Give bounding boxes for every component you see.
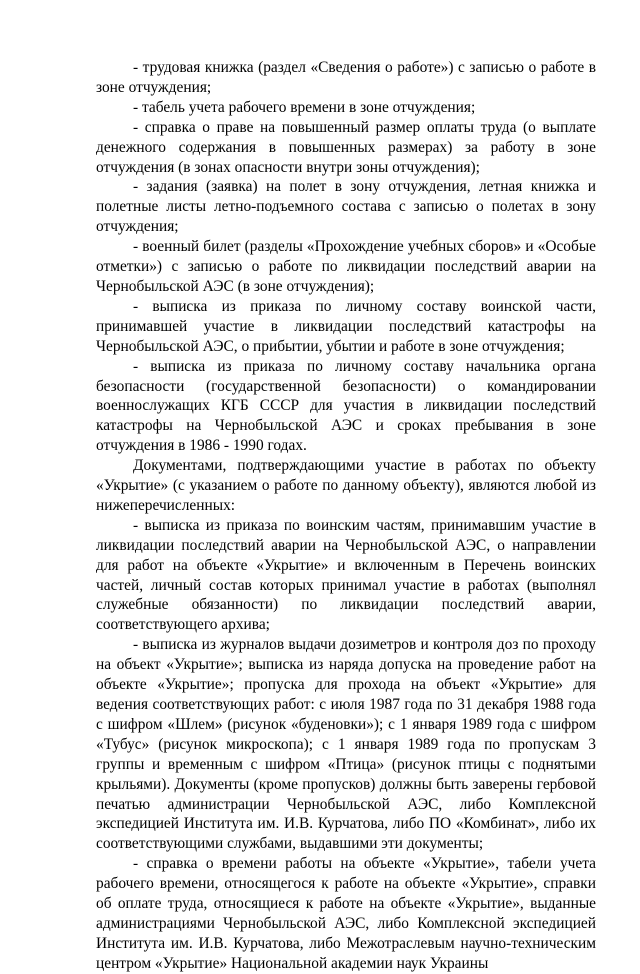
document-body	[96, 58, 596, 974]
paragraph-kgb-order: - выписка из приказа по личному составу начальника органа безопасности (государственной безопасности) о командировании военнослужащих КГБ СССР для участия в ликвидации последствий катастрофы на Чернобыльской АЭС и сроках пребывания в зоне отчуждения в 1986 - 1990 годах.	[96, 357, 596, 455]
paragraph-ukrytie-military-order: - выписка из приказа по воинским частям, принимавшим участие в ликвидации последствий аварии на Чернобыльской АЭС, о направлении для работ на объекте «Укрытие» и включенным в Перечень воинских частей, личный состав которых принимал участие в работах (выполнял служебные обязанности) по ликвидации последствий аварии, соответствующего архива;	[96, 516, 596, 634]
paragraph-employment-record: - трудовая книжка (раздел «Сведения о работе») с записью о работе в зоне отчуждения;	[96, 59, 596, 96]
paragraph-flight-tasks: - задания (заявка) на полет в зону отчуждения, летная книжка и полетные листы летно-подъемного состава с записью о полетах в зону отчуждения;	[96, 178, 596, 236]
paragraph-ukrytie-intro: Документами, подтверждающими участие в работах по объекту «Укрытие» (с указанием о работе по данному объекту), являются любой из нижеперечисленных:	[96, 457, 596, 514]
paragraph-military-id: - военный билет (разделы «Прохождение учебных сборов» и «Особые отметки») с записью о работе по ликвидации последствий аварии на Чернобыльской АЭС (в зоне отчуждения);	[96, 238, 596, 295]
paragraph-dosimeter-journals: - выписка из журналов выдачи дозиметров и контроля доз по проходу на объект «Укрытие»; выписка из наряда допуска на проведение работ на объекте «Укрытие»; пропуска для прохода на объект «Укрытие» для ведения соответствующих работ: с июля 1987 года по 31 декабря 1988 года с шифром «Шлем» (рисунок «буденовки»); с 1 января 1989 года с шифром «Тубус» (рисунок микроскопа); с 1 января 1989 года по пропускам 3 группы и временным с шифром «Птица» (рисунок птицы с поднятыми крыльями). Документы (кроме пропусков) должны быть заверены гербовой печатью администрации Чернобыльской АЭС, либо Комплексной экспедицией Института им. И.В. Курчатова, либо ПО «Комбинат», либо их соответствующими службами, выдавшими эти документы;	[96, 636, 596, 853]
paragraph-pay-certificate: - справка о праве на повышенный размер оплаты труда (о выплате денежного содержания в повышенных размерах) за работу в зоне отчуждения (в зонах опасности внутри зоны отчуждения);	[96, 118, 596, 176]
paragraph-timesheet: - табель учета рабочего времени в зоне отчуждения;	[133, 98, 476, 116]
paragraph-work-time-certificate: - справка о времени работы на объекте «Укрытие», табели учета рабочего времени, относящегося к работе на объекте «Укрытие», справки об оплате труда, относящиеся к работе на объекте «Укрытие», выданные администрациями Чернобыльской АЭС, либо Комплексной экспедицией Института им. И.В. Курчатова, либо Межотраслевым научно-техническим центром «Укрытие» Национальной академии наук Украины	[96, 855, 596, 972]
paragraph-military-unit-order: - выписка из приказа по личному составу воинской части, принимавшей участие в ликвидации последствий катастрофы на Чернобыльской АЭС, о прибытии, убытии и работе в зоне отчуждения;	[96, 297, 596, 355]
